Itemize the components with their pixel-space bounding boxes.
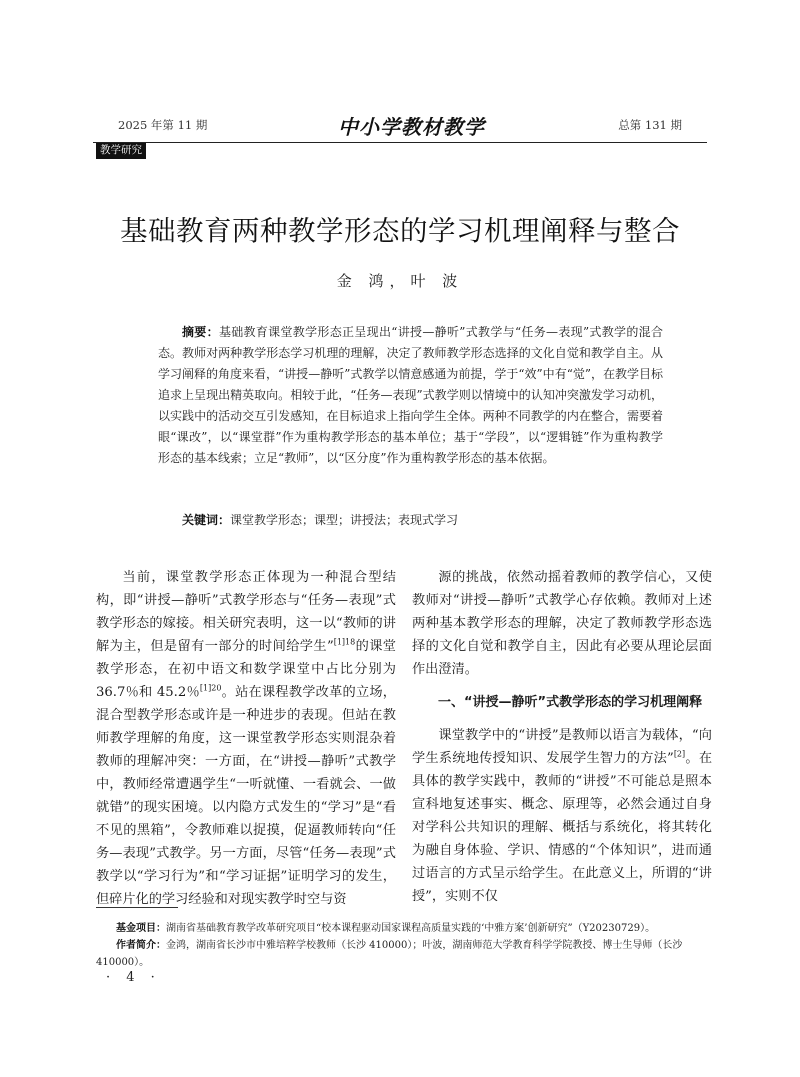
- section-heading: 一、“讲授—静听”式教学形态的学习机理阐释: [438, 695, 703, 710]
- paragraph-text: 当前，课堂教学形态正体现为一种混合型结构，即“讲授—静听”式教学形态与“任务—表现”式教学形态的嫁接。相关研究表明，这一以“教师的讲解为主，但是留有一部分的时间给学生”: [96, 570, 396, 654]
- keywords: [158, 510, 663, 531]
- article-authors: 金 鸿，叶 波: [336, 272, 464, 290]
- footnote-author: [96, 937, 706, 971]
- body-column-right: [412, 566, 712, 908]
- body-paragraph: [412, 724, 712, 908]
- paragraph-text: 的课堂教学形态，在初中语文和数学课堂中占比分别为 36.7％和 45.2％: [96, 639, 396, 700]
- fund-text: 湖南省基础教育教学改革研究项目“校本课程驱动国家课程高质量实践的‘中雅方案’创新研究”（Y20230729）。: [166, 923, 656, 934]
- section-tag: 教学研究: [96, 143, 146, 159]
- body-paragraph: 源的挑战，依然动摇着教师的教学信心，又使教师对“讲授—静听”式教学心存依赖。教师对上述两种基本教学形态的理解，决定了教师教学形态选择的文化自觉和教学自主，因此有必要从理论层面作出澄清。: [412, 570, 712, 677]
- fund-label: 基金项目：: [116, 923, 166, 934]
- keywords-label: 关键词：: [182, 513, 231, 527]
- journal-logo: 中小学教材教学: [338, 115, 485, 139]
- article-title: 基础教育两种教学形态的学习机理阐释与整合: [120, 215, 680, 247]
- citation: [1]18: [333, 637, 356, 647]
- author-label: 作者简介：: [116, 940, 166, 951]
- issue-number: 2025 年第 11 期: [118, 118, 208, 132]
- author-text: 金鸿，湖南省长沙市中雅培粹学校教师（长沙 410000）；叶波，湖南师范大学教育科学学院教授、博士生导师（长沙 410000）。: [96, 940, 683, 968]
- footnote-fund: [96, 920, 706, 937]
- paragraph-text: 。在具体的教学实践中，教师的“讲授”不可能总是照本宣科地复述事实、概念、原理等，必然会通过自身对学科公共知识的理解、概括与系统化，将其转化为融自身体验、学识、情感的“个体知识”，进而通过语言的方式呈示给学生。在此意义上，所谓的“讲授”，实则不仅: [412, 751, 713, 904]
- citation: [1]20: [199, 683, 222, 693]
- page-number: · 4 ·: [106, 970, 161, 985]
- paragraph-text: 课堂教学中的“讲授”是教师以语言为载体，“向学生系统地传授知识、发展学生智力的方法”: [412, 728, 712, 766]
- total-issue-number: 总第 131 期: [618, 118, 682, 132]
- body-column-left: [96, 566, 396, 911]
- body-paragraph: [96, 566, 396, 911]
- running-head: [118, 115, 682, 137]
- paragraph-text: 。站在课程教学改革的立场，混合型教学形态或许是一种进步的表现。但站在教师教学理解的角度，这一课堂教学形态实则混杂着教师的理解冲突：一方面，在“讲授—静听”式教学中，教师经常遭遇学生“一听就懂、一看就会、一做就错”的现实困境。以内隐方式发生的“学习”是“看不见的黑箱”，令教师难以捉摸，促逼教师转向“任务—表现”式教学。另一方面，尽管“任务—表现”式教学以“学习行为”和“学习证据”证明学习的发生，但碎片化的学习经验和对现实教学时空与资: [96, 685, 396, 907]
- abstract-text: 基础教育课堂教学形态正呈现出“讲授—静听”式教学与“任务—表现”式教学的混合态。教师对两种教学形态学习机理的理解，决定了教师教学形态选择的文化自觉和教学自主。从学习阐释的角度来看，“讲授—静听”式教学以情意感通为前提，学于“效”中有“觉”，在教学目标追求上呈现出精英取向。相较于此，“任务—表现”式教学则以情境中的认知冲突激发学习动机，以实践中的活动交互引发感知，在目标追求上指向学生全体。两种不同教学的内在整合，需要着眼“课改”，以“课堂群”作为重构教学形态的基本单位；基于“学段”，以“逻辑链”作为重构教学形态的基本线索；立足“教师”，以“区分度”作为重构教学形态的基本依据。: [158, 325, 663, 465]
- footnote-rule: [96, 907, 178, 908]
- abstract: [158, 322, 663, 469]
- abstract-label: 摘要：: [182, 325, 219, 339]
- keywords-text: 课堂教学形态；课型；讲授法；表现式学习: [230, 513, 459, 527]
- header-rule: [93, 142, 707, 143]
- citation: [2]: [673, 749, 686, 759]
